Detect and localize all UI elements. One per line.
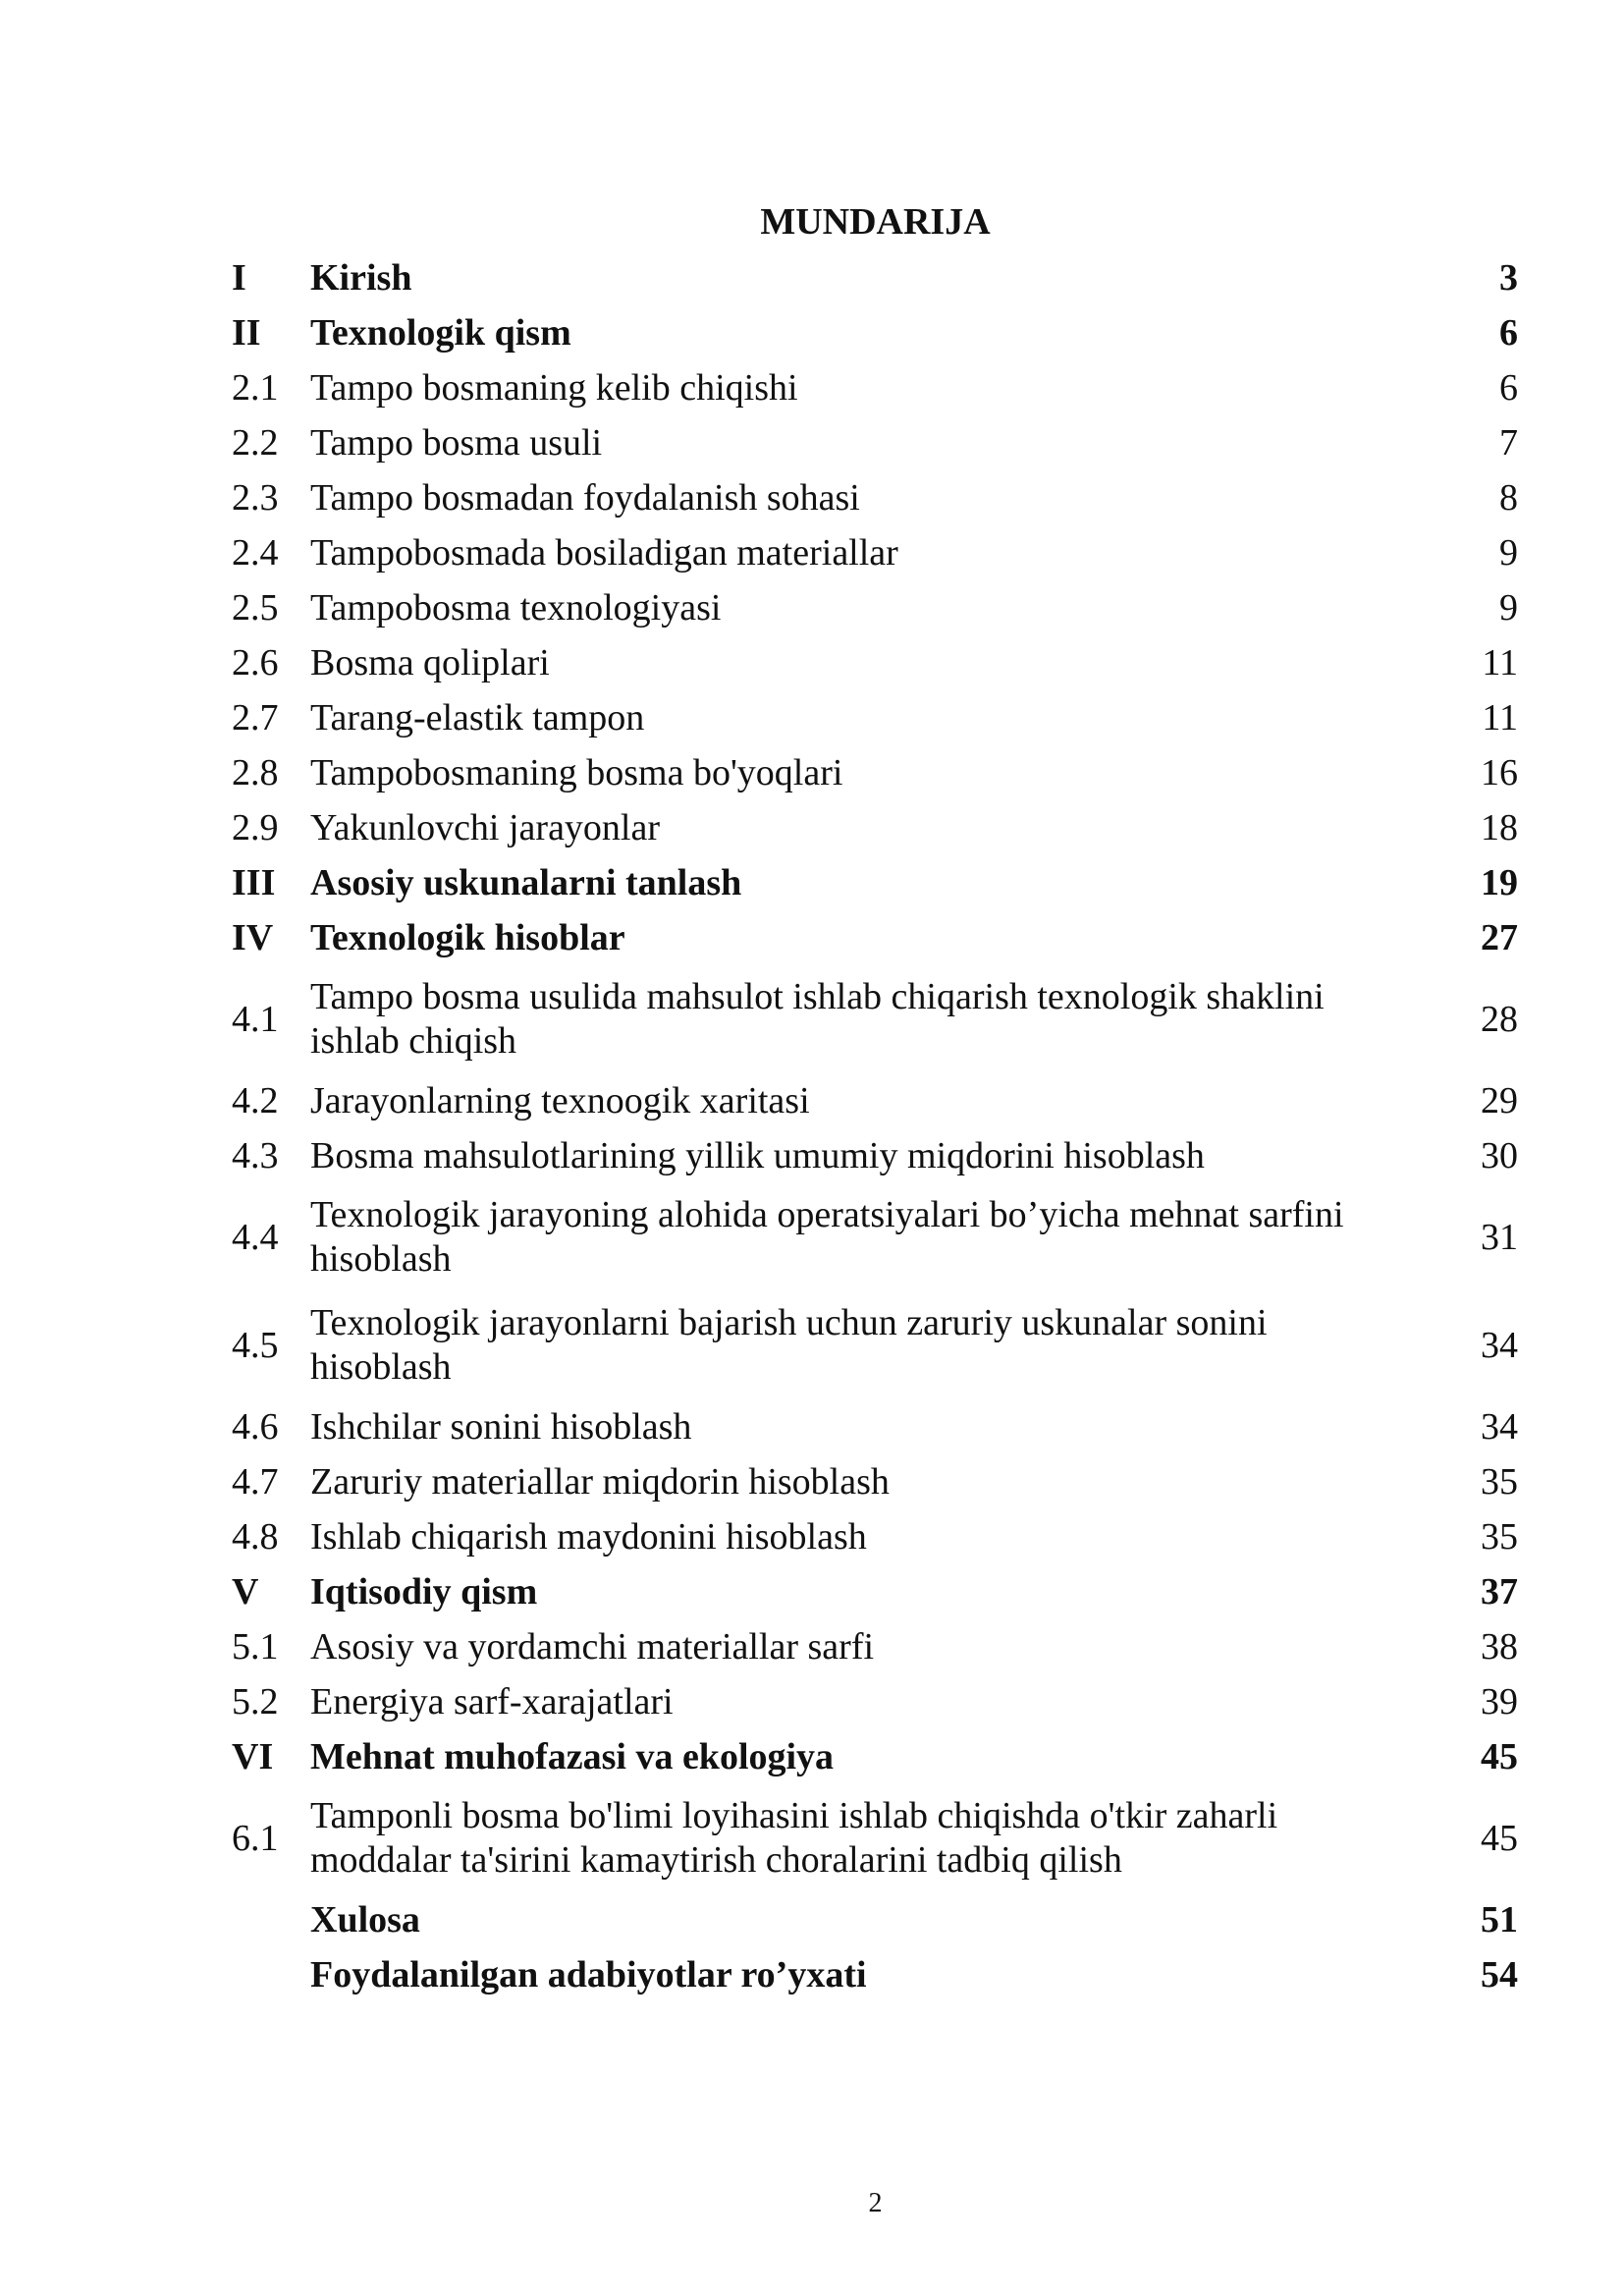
page-title: MUNDARIJA (760, 201, 991, 243)
toc-entry-title: Texnologik hisoblar (310, 916, 625, 958)
toc-entry-title: Zaruriy materiallar miqdorin hisoblash (310, 1460, 890, 1503)
toc-entry-page: 31 (1481, 1216, 1518, 1258)
toc-entry-number: 2.9 (232, 806, 279, 848)
toc-entry-page: 34 (1481, 1405, 1518, 1448)
toc-entry-page: 45 (1481, 1817, 1518, 1859)
toc-entry-title: Tampo bosmadan foydalanish sohasi (310, 476, 860, 519)
toc-entry-title: Texnologik qism (310, 311, 571, 354)
toc-entry-number: 2.1 (232, 366, 279, 409)
toc-entry (232, 855, 1518, 910)
toc-entry-page: 18 (1481, 806, 1518, 848)
toc-entry-title: Asosiy uskunalarni tanlash (310, 861, 742, 903)
toc-entry-title: Bosma mahsulotlarining yillik umumiy miqdorini hisoblash (310, 1134, 1205, 1176)
toc-entry-page: 16 (1481, 751, 1518, 793)
toc-entry-page: 11 (1482, 641, 1518, 683)
toc-entry-title: Tampo bosma usuli (310, 421, 603, 464)
toc-entry-page: 6 (1499, 366, 1518, 409)
toc-entry-number: 4.5 (232, 1324, 279, 1366)
toc-entry (232, 1509, 1518, 1564)
toc-entry-page: 7 (1499, 421, 1518, 464)
toc-entry (232, 1729, 1518, 1784)
toc-entry-page: 35 (1481, 1515, 1518, 1558)
toc-entry-number: 4.4 (232, 1216, 279, 1258)
toc-entry (232, 800, 1518, 855)
toc-entry (232, 525, 1518, 580)
toc-entry-number: 2.2 (232, 421, 279, 464)
toc-entry-title: Bosma qoliplari (310, 641, 550, 683)
toc-entry (232, 1073, 1518, 1128)
toc-entry-number: 4.3 (232, 1134, 279, 1176)
page-number: 2 (868, 2188, 883, 2218)
toc-entry-number: 6.1 (232, 1817, 279, 1859)
toc-entry-page: 6 (1499, 311, 1518, 354)
toc-entry-number: VI (232, 1735, 274, 1777)
toc-entry (232, 690, 1518, 745)
toc-entry-page: 3 (1499, 256, 1518, 299)
toc-entry-number: 4.1 (232, 998, 279, 1040)
toc-entry-title: Tampo bosmaning kelib chiqishi (310, 366, 798, 409)
toc-entry-number: 5.2 (232, 1680, 279, 1722)
toc-entry (232, 1564, 1518, 1619)
toc-entry-page: 30 (1481, 1134, 1518, 1176)
toc-entry (232, 1619, 1518, 1674)
toc-entry-title: Asosiy va yordamchi materiallar sarfi (310, 1625, 875, 1667)
toc-entry (232, 415, 1518, 470)
toc-entry (232, 360, 1518, 415)
toc-entry (232, 1291, 1518, 1399)
toc-entry-title: Yakunlovchi jarayonlar (310, 806, 661, 848)
toc-entry-title: Tampobosmada bosiladigan materiallar (310, 531, 898, 574)
toc-entry (232, 1399, 1518, 1454)
toc-entry (232, 1454, 1518, 1509)
toc-entry-page: 54 (1481, 1953, 1518, 1995)
toc-entry-title: Tamponli bosma bo'limi loyihasini ishlab chiqishda o'tkir zaharli moddalar ta'sirini kamaytirish choralarini tadbiq qilish (310, 1795, 1278, 1881)
toc-entry-page: 29 (1481, 1079, 1518, 1121)
toc-entry-page: 45 (1481, 1735, 1518, 1777)
toc-entry-title: Kirish (310, 256, 412, 299)
table-of-contents (232, 250, 1518, 2002)
toc-entry-page: 27 (1481, 916, 1518, 958)
toc-entry-number: 5.1 (232, 1625, 279, 1667)
toc-entry-page: 8 (1499, 476, 1518, 519)
toc-entry-page: 19 (1481, 861, 1518, 903)
toc-entry-title: Tampobosma texnologiyasi (310, 586, 722, 629)
toc-entry-title: Foydalanilgan adabiyotlar ro’yxati (310, 1953, 867, 1995)
toc-entry-title: Jarayonlarning texnoogik xaritasi (310, 1079, 810, 1121)
toc-entry (232, 1947, 1518, 2002)
toc-entry-number: II (232, 311, 261, 354)
toc-entry (232, 305, 1518, 360)
toc-entry-page: 9 (1499, 531, 1518, 574)
toc-entry (232, 580, 1518, 635)
toc-entry (232, 910, 1518, 965)
toc-entry-number: III (232, 861, 276, 903)
toc-entry-title: Iqtisodiy qism (310, 1570, 538, 1613)
toc-entry-title: Mehnat muhofazasi va ekologiya (310, 1735, 835, 1777)
toc-entry-number: 2.6 (232, 641, 279, 683)
toc-entry-title: Energiya sarf-xarajatlari (310, 1680, 674, 1722)
toc-entry (232, 745, 1518, 800)
toc-entry-page: 11 (1482, 696, 1518, 738)
toc-entry (232, 250, 1518, 305)
toc-entry-title: Tarang-elastik tampon (310, 696, 645, 738)
toc-entry-number: 2.3 (232, 476, 279, 519)
toc-entry-number: I (232, 256, 246, 299)
toc-entry-number: V (232, 1570, 259, 1613)
toc-entry (232, 470, 1518, 525)
toc-entry-title: Ishlab chiqarish maydonini hisoblash (310, 1515, 867, 1558)
toc-entry-title: Ishchilar sonini hisoblash (310, 1405, 692, 1448)
toc-entry (232, 1784, 1518, 1892)
toc-entry-page: 37 (1481, 1570, 1518, 1613)
toc-entry (232, 1674, 1518, 1729)
toc-entry-number: 4.7 (232, 1460, 279, 1503)
toc-entry (232, 965, 1518, 1073)
toc-entry (232, 635, 1518, 690)
toc-entry-number: IV (232, 916, 274, 958)
toc-entry-page: 34 (1481, 1324, 1518, 1366)
toc-entry-number: 4.8 (232, 1515, 279, 1558)
toc-entry-number: 2.7 (232, 696, 279, 738)
toc-entry-title: Tampo bosma usulida mahsulot ishlab chiqarish texnologik shaklini ishlab chiqish (310, 976, 1325, 1062)
toc-entry-number: 2.8 (232, 751, 279, 793)
toc-entry-page: 9 (1499, 586, 1518, 629)
toc-entry-title: Tampobosmaning bosma bo'yoqlari (310, 751, 843, 793)
toc-entry-number: 4.6 (232, 1405, 279, 1448)
toc-entry-number: 2.4 (232, 531, 279, 574)
toc-entry-number: 4.2 (232, 1079, 279, 1121)
toc-entry (232, 1892, 1518, 1947)
toc-entry-page: 38 (1481, 1625, 1518, 1667)
toc-entry-page: 51 (1481, 1898, 1518, 1941)
toc-entry (232, 1128, 1518, 1183)
toc-entry (232, 1183, 1518, 1291)
toc-entry-title: Texnologik jarayonlarni bajarish uchun zaruriy uskunalar sonini hisoblash (310, 1302, 1268, 1388)
toc-entry-title: Xulosa (310, 1898, 420, 1941)
toc-entry-title: Texnologik jarayoning alohida operatsiyalari bo’yicha mehnat sarfini hisoblash (310, 1194, 1344, 1280)
toc-entry-page: 35 (1481, 1460, 1518, 1503)
toc-entry-page: 28 (1481, 998, 1518, 1040)
toc-entry-number: 2.5 (232, 586, 279, 629)
toc-entry-page: 39 (1481, 1680, 1518, 1722)
